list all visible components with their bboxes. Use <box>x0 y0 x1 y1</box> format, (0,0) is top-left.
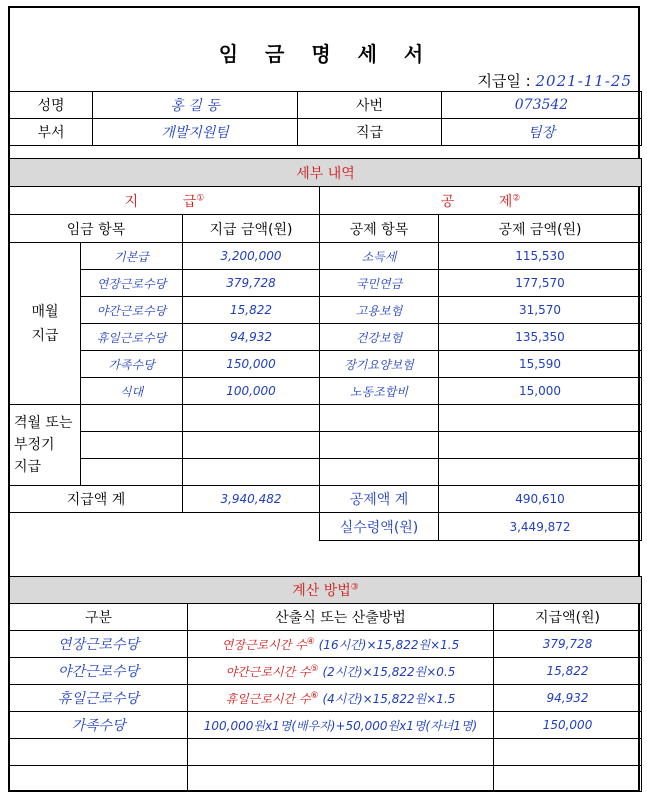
calc-type: 가족수당 <box>10 712 188 739</box>
pay-date <box>477 70 632 91</box>
calc-amount: 15,822 <box>494 658 642 685</box>
pay-item: 식대 <box>81 378 183 405</box>
deduction-item-column-header: 공제 항목 <box>320 215 439 243</box>
department-label: 부서 <box>10 119 93 146</box>
irregular-pay-label: 격월 또는 부정기 지급 <box>10 405 81 486</box>
calc-type: 휴일근로수당 <box>10 685 188 712</box>
pay-item: 연장근로수당 <box>81 270 183 297</box>
table-row <box>10 243 642 270</box>
deduction-amount-column-header: 공제 금액(원) <box>439 215 642 243</box>
total-deduction-label: 공제액 계 <box>320 486 439 513</box>
employee-id-label: 사번 <box>298 92 442 119</box>
deduction-amount: 177,570 <box>439 270 642 297</box>
formula-column-header: 산출식 또는 산출방법 <box>188 604 494 631</box>
deduction-amount: 15,000 <box>439 378 642 405</box>
net-pay-value: 3,449,872 <box>439 513 642 541</box>
rank-label: 직급 <box>298 119 442 146</box>
pay-header: 지 급① <box>10 187 320 215</box>
rank-value: 팀장 <box>442 119 642 146</box>
monthly-pay-label: 매월 지급 <box>10 243 81 405</box>
pay-amount: 3,200,000 <box>183 243 320 270</box>
deduction-item: 건강보험 <box>320 324 439 351</box>
department-value: 개발지원팀 <box>93 119 298 146</box>
table-row <box>10 658 642 685</box>
pay-date-label: 지급일 : <box>477 72 531 90</box>
pay-statement <box>8 6 640 792</box>
deduction-amount: 135,350 <box>439 324 642 351</box>
calculation-section-title: 계산 방법③ <box>10 577 642 604</box>
table-row <box>10 378 642 405</box>
calc-formula: 100,000원x1명(배우자)+50,000원x1명(자녀1명) <box>188 712 494 739</box>
net-pay-label: 실수령액(원) <box>320 513 439 541</box>
calc-type: 야간근로수당 <box>10 658 188 685</box>
deduction-item: 노동조합비 <box>320 378 439 405</box>
deduction-amount: 31,570 <box>439 297 642 324</box>
pay-item: 휴일근로수당 <box>81 324 183 351</box>
table-row <box>10 432 642 459</box>
calc-formula: 휴일근로시간 수⑥ (4시간)×15,822원×1.5 <box>188 685 494 712</box>
deduction-header: 공 제② <box>320 187 642 215</box>
calc-amount: 150,000 <box>494 712 642 739</box>
deduction-item: 장기요양보험 <box>320 351 439 378</box>
pay-item: 야간근로수당 <box>81 297 183 324</box>
calc-amount: 379,728 <box>494 631 642 658</box>
deduction-item: 고용보험 <box>320 297 439 324</box>
table-row <box>10 739 642 766</box>
pay-item: 기본급 <box>81 243 183 270</box>
name-label: 성명 <box>10 92 93 119</box>
pay-amount: 100,000 <box>183 378 320 405</box>
pay-amount: 150,000 <box>183 351 320 378</box>
table-row <box>10 270 642 297</box>
totals-row <box>10 486 642 513</box>
detail-table <box>9 158 642 541</box>
deduction-item: 국민연금 <box>320 270 439 297</box>
document-title: 임 금 명 세 서 <box>218 42 434 66</box>
table-row <box>10 405 642 432</box>
calculation-table <box>9 576 642 792</box>
deduction-amount: 15,590 <box>439 351 642 378</box>
type-column-header: 구분 <box>10 604 188 631</box>
pay-amount: 379,728 <box>183 270 320 297</box>
pay-item: 가족수당 <box>81 351 183 378</box>
total-deduction-value: 490,610 <box>439 486 642 513</box>
pay-amount-column-header: 지급 금액(원) <box>183 215 320 243</box>
amount-column-header: 지급액(원) <box>494 604 642 631</box>
pay-item-column-header: 임금 항목 <box>10 215 183 243</box>
detail-section-title: 세부 내역 <box>10 159 642 187</box>
deduction-amount: 115,530 <box>439 243 642 270</box>
table-row <box>10 685 642 712</box>
table-row <box>10 297 642 324</box>
total-pay-value: 3,940,482 <box>183 486 320 513</box>
table-row <box>10 712 642 739</box>
table-row <box>10 766 642 792</box>
table-row <box>10 324 642 351</box>
employee-info-table <box>9 91 642 146</box>
table-row <box>10 459 642 486</box>
table-row <box>10 351 642 378</box>
calc-formula: 연장근로시간 수④ (16시간)×15,822원×1.5 <box>188 631 494 658</box>
calc-formula: 야간근로시간 수⑤ (2시간)×15,822원×0.5 <box>188 658 494 685</box>
employee-id-value: 073542 <box>442 92 642 119</box>
pay-date-value: 2021-11-25 <box>535 72 632 90</box>
net-pay-row <box>10 513 642 541</box>
calc-type: 연장근로수당 <box>10 631 188 658</box>
total-pay-label: 지급액 계 <box>10 486 183 513</box>
name-value: 홍 길 동 <box>93 92 298 119</box>
pay-amount: 15,822 <box>183 297 320 324</box>
table-row <box>10 631 642 658</box>
deduction-item: 소득세 <box>320 243 439 270</box>
pay-amount: 94,932 <box>183 324 320 351</box>
calc-amount: 94,932 <box>494 685 642 712</box>
